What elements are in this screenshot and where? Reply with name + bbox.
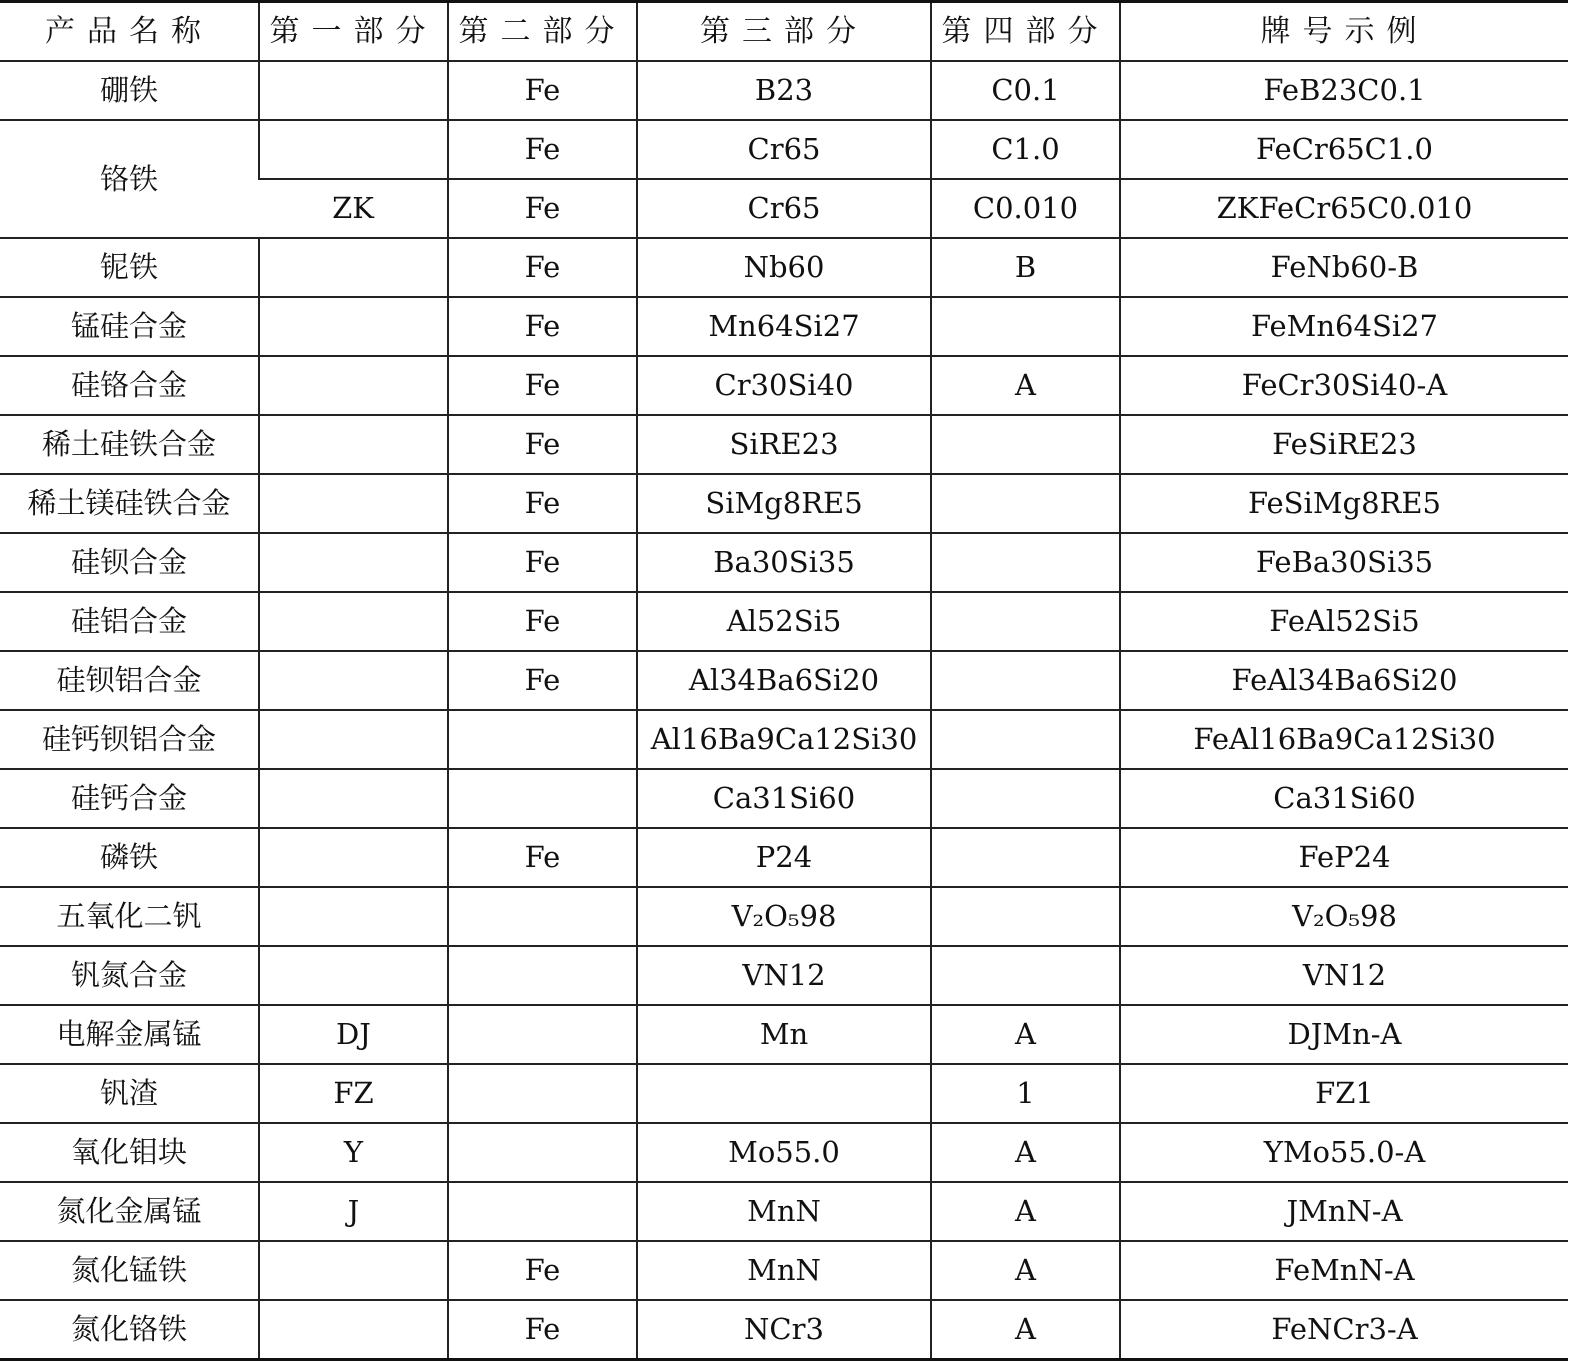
- table-row: [0, 1182, 1568, 1241]
- cell-part-one: [259, 297, 448, 356]
- cell-part-one: [259, 592, 448, 651]
- table-row: [0, 887, 1568, 946]
- cell-grade-example: FeB23C0.1: [1120, 61, 1568, 120]
- cell-part-three: SiMg8RE5: [637, 474, 931, 533]
- cell-product-name: 五氧化二钒: [0, 887, 259, 946]
- cell-part-four: [931, 297, 1120, 356]
- cell-part-two: [448, 1182, 637, 1241]
- cell-part-two: Fe: [448, 592, 637, 651]
- cell-part-four: A: [931, 1123, 1120, 1182]
- cell-part-one: [259, 710, 448, 769]
- table-row: [0, 474, 1568, 533]
- cell-part-three: Cr65: [637, 120, 931, 179]
- cell-part-two: Fe: [448, 61, 637, 120]
- table-row: [0, 651, 1568, 710]
- cell-part-two: Fe: [448, 828, 637, 887]
- table-row: [0, 415, 1568, 474]
- table-row: [0, 533, 1568, 592]
- cell-part-three: MnN: [637, 1182, 931, 1241]
- cell-part-four: A: [931, 1005, 1120, 1064]
- cell-grade-example: FeBa30Si35: [1120, 533, 1568, 592]
- cell-grade-example: V₂O₅98: [1120, 887, 1568, 946]
- cell-product-name: 稀土镁硅铁合金: [0, 474, 259, 533]
- cell-product-name: 硅铬合金: [0, 356, 259, 415]
- cell-part-two: Fe: [448, 297, 637, 356]
- cell-part-one: [259, 356, 448, 415]
- cell-grade-example: FeMn64Si27: [1120, 297, 1568, 356]
- cell-product-name: 硅钙合金: [0, 769, 259, 828]
- cell-part-two: Fe: [448, 238, 637, 297]
- cell-part-one: ZK: [259, 179, 448, 238]
- cell-part-three: Cr65: [637, 179, 931, 238]
- cell-part-three: Mo55.0: [637, 1123, 931, 1182]
- cell-part-four: A: [931, 1300, 1120, 1360]
- cell-part-one: [259, 474, 448, 533]
- table-row: [0, 710, 1568, 769]
- cell-part-one: [259, 533, 448, 592]
- table-row: [0, 828, 1568, 887]
- cell-grade-example: FeSiRE23: [1120, 415, 1568, 474]
- cell-part-three: B23: [637, 61, 931, 120]
- cell-product-name: 氮化锰铁: [0, 1241, 259, 1300]
- cell-part-four: A: [931, 1182, 1120, 1241]
- cell-part-one: [259, 1300, 448, 1360]
- cell-product-name: 铬铁: [0, 120, 259, 238]
- cell-part-one: [259, 887, 448, 946]
- cell-part-three: Cr30Si40: [637, 356, 931, 415]
- cell-grade-example: FZ1: [1120, 1064, 1568, 1123]
- cell-grade-example: VN12: [1120, 946, 1568, 1005]
- cell-part-one: FZ: [259, 1064, 448, 1123]
- cell-part-three: VN12: [637, 946, 931, 1005]
- cell-grade-example: FeAl52Si5: [1120, 592, 1568, 651]
- cell-part-three: MnN: [637, 1241, 931, 1300]
- cell-part-two: Fe: [448, 533, 637, 592]
- cell-part-one: J: [259, 1182, 448, 1241]
- header-grade-example: 牌号示例: [1120, 2, 1568, 62]
- cell-part-three: [637, 1064, 931, 1123]
- table-row: [0, 592, 1568, 651]
- cell-grade-example: FeP24: [1120, 828, 1568, 887]
- cell-grade-example: FeSiMg8RE5: [1120, 474, 1568, 533]
- table-row: [0, 946, 1568, 1005]
- header-part-three: 第三部分: [637, 2, 931, 62]
- cell-part-two: Fe: [448, 179, 637, 238]
- cell-part-four: [931, 474, 1120, 533]
- cell-product-name: 钒氮合金: [0, 946, 259, 1005]
- cell-part-three: Al34Ba6Si20: [637, 651, 931, 710]
- cell-part-four: C0.1: [931, 61, 1120, 120]
- cell-part-four: [931, 651, 1120, 710]
- cell-part-three: Al16Ba9Ca12Si30: [637, 710, 931, 769]
- cell-part-two: Fe: [448, 1300, 637, 1360]
- cell-part-one: [259, 828, 448, 887]
- cell-part-three: Mn64Si27: [637, 297, 931, 356]
- cell-part-two: [448, 946, 637, 1005]
- cell-part-two: Fe: [448, 1241, 637, 1300]
- cell-part-two: [448, 769, 637, 828]
- table-row: [0, 769, 1568, 828]
- cell-part-four: A: [931, 356, 1120, 415]
- table-row: [0, 238, 1568, 297]
- cell-grade-example: FeAl34Ba6Si20: [1120, 651, 1568, 710]
- cell-grade-example: FeCr30Si40-A: [1120, 356, 1568, 415]
- cell-part-four: [931, 769, 1120, 828]
- cell-product-name: 稀土硅铁合金: [0, 415, 259, 474]
- cell-part-three: Ca31Si60: [637, 769, 931, 828]
- table-row: [0, 1123, 1568, 1182]
- table-row: [0, 1300, 1568, 1360]
- cell-part-two: Fe: [448, 120, 637, 179]
- cell-part-one: [259, 120, 448, 179]
- cell-part-four: C0.010: [931, 179, 1120, 238]
- cell-part-three: Mn: [637, 1005, 931, 1064]
- table-row: [0, 61, 1568, 120]
- cell-grade-example: FeMnN-A: [1120, 1241, 1568, 1300]
- header-part-one: 第一部分: [259, 2, 448, 62]
- cell-grade-example: Ca31Si60: [1120, 769, 1568, 828]
- cell-part-three: P24: [637, 828, 931, 887]
- cell-product-name: 硅钡铝合金: [0, 651, 259, 710]
- header-row: [0, 2, 1568, 62]
- cell-part-two: Fe: [448, 415, 637, 474]
- cell-product-name: 氧化钼块: [0, 1123, 259, 1182]
- cell-part-four: A: [931, 1241, 1120, 1300]
- cell-grade-example: JMnN-A: [1120, 1182, 1568, 1241]
- cell-grade-example: FeAl16Ba9Ca12Si30: [1120, 710, 1568, 769]
- cell-product-name: 电解金属锰: [0, 1005, 259, 1064]
- table-row: [0, 356, 1568, 415]
- cell-part-one: [259, 651, 448, 710]
- cell-product-name: 锰硅合金: [0, 297, 259, 356]
- cell-part-four: [931, 592, 1120, 651]
- cell-part-one: DJ: [259, 1005, 448, 1064]
- cell-part-one: [259, 238, 448, 297]
- cell-grade-example: FeCr65C1.0: [1120, 120, 1568, 179]
- cell-part-three: NCr3: [637, 1300, 931, 1360]
- cell-part-two: Fe: [448, 651, 637, 710]
- table-row: [0, 1064, 1568, 1123]
- cell-part-four: [931, 710, 1120, 769]
- cell-part-two: [448, 710, 637, 769]
- cell-grade-example: YMo55.0-A: [1120, 1123, 1568, 1182]
- cell-part-one: [259, 415, 448, 474]
- cell-part-four: 1: [931, 1064, 1120, 1123]
- cell-product-name: 钒渣: [0, 1064, 259, 1123]
- cell-part-four: [931, 828, 1120, 887]
- cell-product-name: 磷铁: [0, 828, 259, 887]
- header-product-name: 产品名称: [0, 2, 259, 62]
- cell-part-two: Fe: [448, 356, 637, 415]
- cell-part-four: C1.0: [931, 120, 1120, 179]
- cell-part-two: [448, 1123, 637, 1182]
- cell-part-one: [259, 1241, 448, 1300]
- cell-product-name: 硅钙钡铝合金: [0, 710, 259, 769]
- cell-part-one: Y: [259, 1123, 448, 1182]
- cell-part-three: Nb60: [637, 238, 931, 297]
- table-row: [0, 1241, 1568, 1300]
- header-part-four: 第四部分: [931, 2, 1120, 62]
- cell-part-two: Fe: [448, 474, 637, 533]
- cell-part-four: B: [931, 238, 1120, 297]
- cell-part-two: [448, 1064, 637, 1123]
- cell-part-three: Al52Si5: [637, 592, 931, 651]
- cell-grade-example: ZKFeCr65C0.010: [1120, 179, 1568, 238]
- cell-part-four: [931, 533, 1120, 592]
- cell-product-name: 硅钡合金: [0, 533, 259, 592]
- cell-part-two: [448, 1005, 637, 1064]
- cell-part-three: SiRE23: [637, 415, 931, 474]
- cell-part-one: [259, 769, 448, 828]
- cell-product-name: 铌铁: [0, 238, 259, 297]
- table-row: [0, 120, 1568, 179]
- table-row: [0, 297, 1568, 356]
- cell-part-four: [931, 946, 1120, 1005]
- header-part-two: 第二部分: [448, 2, 637, 62]
- cell-part-three: Ba30Si35: [637, 533, 931, 592]
- cell-part-four: [931, 415, 1120, 474]
- cell-product-name: 硼铁: [0, 61, 259, 120]
- table-row: [0, 1005, 1568, 1064]
- cell-part-four: [931, 887, 1120, 946]
- cell-product-name: 氮化金属锰: [0, 1182, 259, 1241]
- cell-part-two: [448, 887, 637, 946]
- cell-grade-example: FeNb60-B: [1120, 238, 1568, 297]
- cell-grade-example: DJMn-A: [1120, 1005, 1568, 1064]
- cell-product-name: 氮化铬铁: [0, 1300, 259, 1360]
- cell-part-three: V₂O₅98: [637, 887, 931, 946]
- cell-grade-example: FeNCr3-A: [1120, 1300, 1568, 1360]
- cell-part-one: [259, 946, 448, 1005]
- cell-product-name: 硅铝合金: [0, 592, 259, 651]
- cell-part-one: [259, 61, 448, 120]
